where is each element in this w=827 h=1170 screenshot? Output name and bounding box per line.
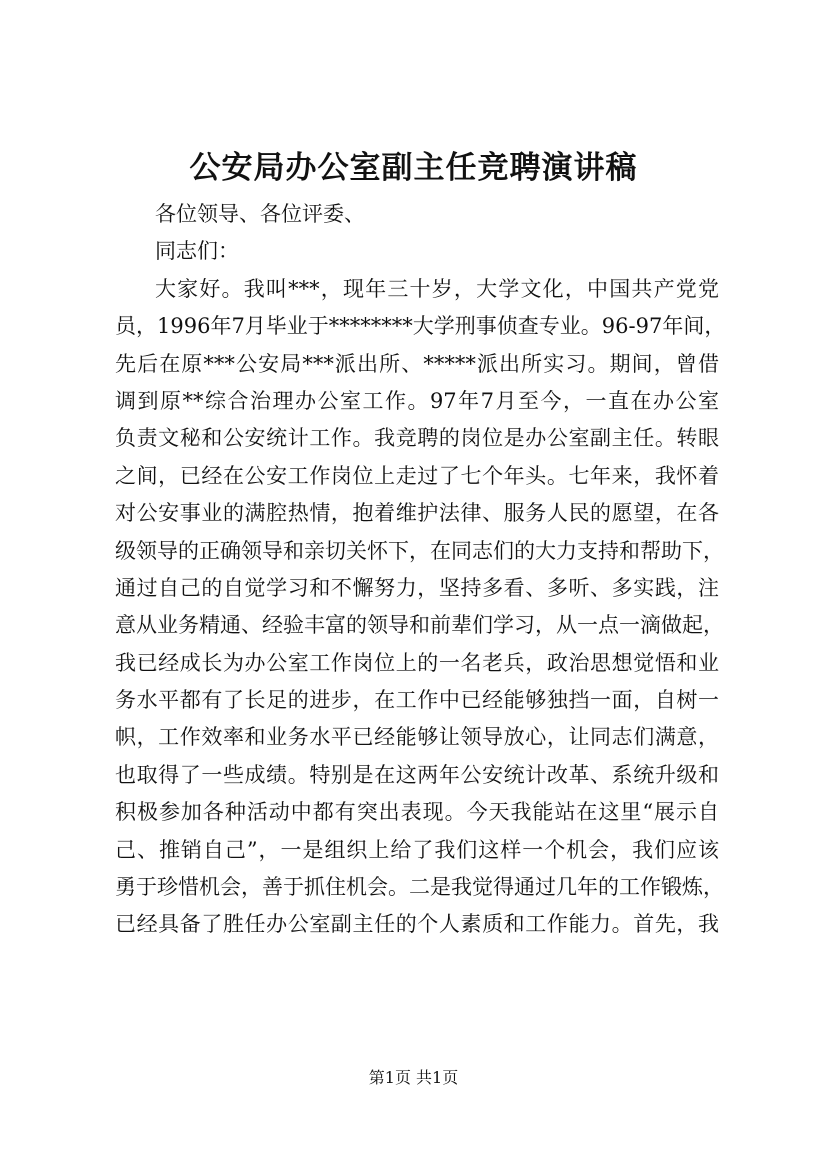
- page-footer: 第1页 共1页: [368, 1068, 459, 1087]
- paragraph-line: 意从业务精通、经验丰富的领导和前辈们学习，从一点一滴做起，: [115, 613, 724, 638]
- paragraph-line: 务水平都有了长足的进步，在工作中已经能够独挡一面，自树一: [115, 688, 719, 713]
- paragraph-line: 已经具备了胜任办公室副主任的个人素质和工作能力。首先，我: [115, 912, 719, 937]
- paragraph-line: 调到原**综合治理办公室工作。97年7月至今，一直在办公室: [115, 388, 719, 413]
- paragraph-line: 通过自己的自觉学习和不懈努力，坚持多看、多听、多实践，注: [115, 575, 719, 600]
- greeting-line: 各位领导、各位评委、: [155, 202, 365, 226]
- paragraph-line: 勇于珍惜机会，善于抓住机会。二是我觉得通过几年的工作锻炼，: [115, 875, 724, 900]
- paragraph-line: 大家好。我叫***，现年三十岁，大学文化，中国共产党党: [155, 276, 719, 301]
- paragraph-line: 员，1996年7月毕业于********大学刑事侦查专业。96-97年间，: [115, 314, 726, 339]
- paragraph-line: 先后在原***公安局***派出所、*****派出所实习。期间，曾借: [115, 351, 719, 376]
- paragraph-line: 己、推销自己”，一是组织上给了我们这样一个机会，我们应该: [115, 837, 719, 862]
- paragraph-line: 也取得了一些成绩。特别是在这两年公安统计改革、系统升级和: [115, 762, 719, 787]
- paragraph-line: 积极参加各种活动中都有突出表现。今天我能站在这里“展示自: [115, 800, 719, 825]
- paragraph-line: 我已经成长为办公室工作岗位上的一名老兵，政治思想觉悟和业: [115, 650, 719, 675]
- document-body: [115, 196, 726, 944]
- paragraph-line: 负责文秘和公安统计工作。我竞聘的岗位是办公室副主任。转眼: [115, 426, 719, 451]
- paragraph-line: 级领导的正确领导和亲切关怀下，在同志们的大力支持和帮助下，: [115, 538, 724, 563]
- paragraph-line: 之间，已经在公安工作岗位上走过了七个年头。七年来，我怀着: [115, 463, 719, 488]
- greeting-line: 同志们：: [155, 239, 239, 264]
- document-title: 公安局办公室副主任竞聘演讲稿: [189, 150, 638, 186]
- paragraph-line: 对公安事业的满腔热情，抱着维护法律、服务人民的愿望，在各: [115, 501, 719, 526]
- paragraph-line: 帜，工作效率和业务水平已经能够让领导放心，让同志们满意，: [115, 725, 719, 750]
